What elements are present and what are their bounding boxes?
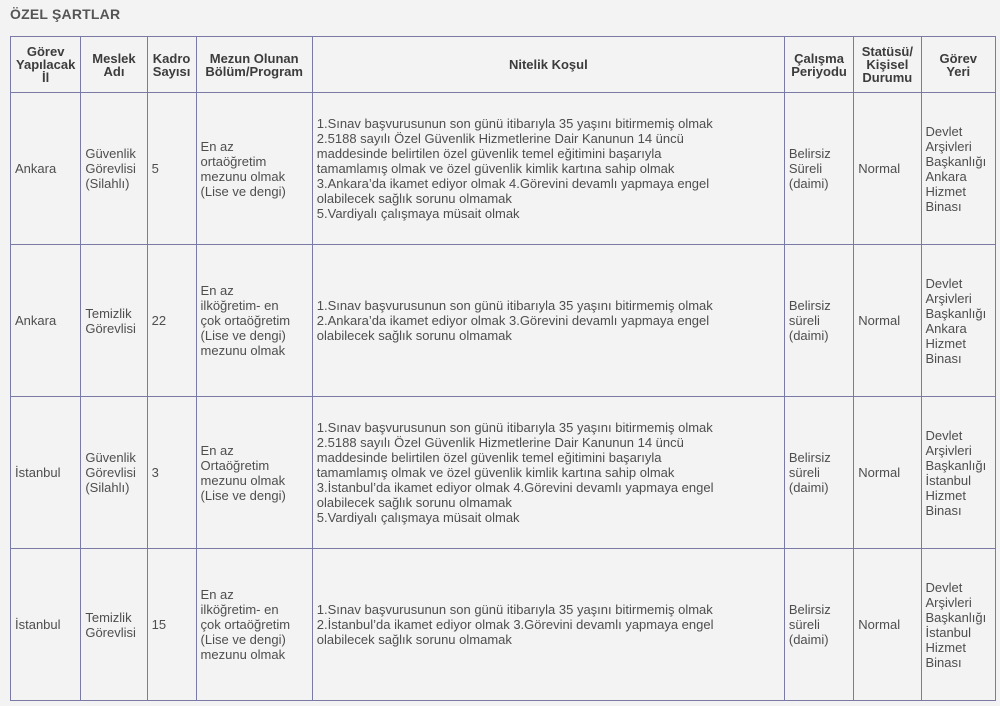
cell-line: Ankara bbox=[925, 168, 967, 184]
table-row bbox=[11, 549, 996, 701]
cell-line: Temizlik bbox=[85, 609, 132, 625]
page-title: ÖZEL ŞARTLAR bbox=[10, 6, 121, 22]
header-location bbox=[921, 37, 996, 93]
cell-line: İstanbul bbox=[925, 624, 972, 640]
cell-status: Normal bbox=[854, 549, 921, 701]
cell-line: Hizmet bbox=[925, 335, 966, 351]
cell-line: 2.5188 sayılı Özel Güvenlik Hizmetlerine Dair Kanunun 14 üncü bbox=[316, 435, 684, 450]
cell-location bbox=[921, 397, 996, 549]
cell-line: Hizmet bbox=[925, 487, 966, 503]
cell-line: süreli bbox=[788, 617, 820, 632]
cell-quota: 15 bbox=[147, 549, 196, 701]
cell-line: ilköğretim- en bbox=[200, 298, 279, 313]
cell-line: mezunu olmak bbox=[200, 168, 286, 184]
cell-line: Ankara bbox=[925, 320, 967, 336]
cell-line: (daimi) bbox=[788, 632, 829, 647]
cell-line: Hizmet bbox=[925, 183, 966, 199]
cell-profession bbox=[81, 549, 147, 701]
cell-line: Görev bbox=[26, 44, 65, 59]
cell-line: Arşivleri bbox=[925, 442, 972, 458]
cell-line: Güvenlik bbox=[85, 450, 136, 465]
cell-line: Periyodu bbox=[791, 63, 847, 79]
header-quota bbox=[147, 37, 196, 93]
cell-education bbox=[196, 549, 312, 701]
cell-period bbox=[784, 245, 853, 397]
header-status bbox=[854, 37, 921, 93]
cell-line: Sayısı bbox=[152, 63, 191, 79]
cell-line: mezunu olmak bbox=[200, 647, 286, 662]
cell-education bbox=[196, 245, 312, 397]
cell-city: Ankara bbox=[11, 93, 81, 245]
header-education bbox=[196, 37, 312, 93]
cell-line: Görevlisi bbox=[85, 465, 136, 480]
cell-line: Görevlisi bbox=[85, 624, 136, 640]
cell-line: Devlet bbox=[925, 275, 963, 291]
cell-line: Hizmet bbox=[925, 639, 966, 655]
cell-line: Belirsiz bbox=[788, 602, 831, 617]
cell-line: Meslek bbox=[92, 50, 136, 66]
cell-location bbox=[921, 245, 996, 397]
cell-line: mezunu olmak bbox=[200, 343, 286, 358]
cell-line: olabilecek sağlık sorunu olmamak bbox=[316, 328, 512, 343]
cell-line: (Lise ve dengi) bbox=[200, 487, 286, 503]
cell-line: olabilecek sağlık sorunu olmamak bbox=[316, 191, 512, 206]
cell-line: Kadro bbox=[152, 50, 191, 66]
cell-line: Başkanlığı bbox=[925, 305, 987, 321]
cell-quota: 5 bbox=[147, 93, 196, 245]
cell-education bbox=[196, 397, 312, 549]
cell-line: Ortaöğretim bbox=[200, 457, 270, 473]
cell-line: süreli bbox=[788, 465, 820, 480]
cell-line: 2.İstanbul’da ikamet ediyor olmak 3.Görevini devamlı yapmaya engel bbox=[316, 617, 714, 632]
cell-line: En az bbox=[200, 442, 234, 458]
cell-line: tamamlamış olmak ve özel güvenlik kimlik kartına sahip olmak bbox=[316, 465, 675, 480]
cell-line: Yapılacak bbox=[16, 57, 76, 72]
cell-line: 1.Sınav başvurusunun son günü itibarıyla 35 yaşını bitirmemiş olmak bbox=[316, 298, 713, 313]
cell-line: Yeri bbox=[946, 63, 971, 79]
cell-line: olabilecek sağlık sorunu olmamak bbox=[316, 632, 512, 647]
cell-line: Çalışma bbox=[794, 50, 844, 66]
cell-line: Arşivleri bbox=[925, 594, 972, 610]
cell-line: 3.Ankara’da ikamet ediyor olmak 4.Görevini devamlı yapmaya engel bbox=[316, 176, 710, 191]
header-period bbox=[784, 37, 853, 93]
cell-line: tamamlamış olmak ve özel güvenlik kimlik kartına sahip olmak bbox=[316, 161, 675, 176]
cell-line: Görevlisi bbox=[85, 161, 136, 176]
cell-line: (daimi) bbox=[788, 328, 829, 343]
cell-line: çok ortaöğretim bbox=[200, 617, 291, 632]
cell-line: Belirsiz bbox=[788, 450, 831, 465]
cell-line: Görevlisi bbox=[85, 320, 136, 336]
cell-quota: 3 bbox=[147, 397, 196, 549]
cell-line: Binası bbox=[925, 654, 962, 670]
cell-line: 1.Sınav başvurusunun son günü itibarıyla 35 yaşını bitirmemiş olmak bbox=[316, 602, 713, 617]
cell-line: Başkanlığı bbox=[925, 153, 987, 169]
cell-requirements bbox=[312, 93, 784, 245]
cell-status: Normal bbox=[854, 93, 921, 245]
cell-line: Görev bbox=[939, 50, 978, 66]
cell-line: süreli bbox=[788, 313, 820, 328]
cell-line: 2.Ankara’da ikamet ediyor olmak 3.Görevini devamlı yapmaya engel bbox=[316, 313, 710, 328]
cell-line: 3.İstanbul’da ikamet ediyor olmak 4.Görevini devamlı yapmaya engel bbox=[316, 480, 714, 495]
cell-line: Devlet bbox=[925, 427, 963, 443]
cell-line: Kişisel bbox=[866, 57, 909, 72]
cell-city: İstanbul bbox=[11, 397, 81, 549]
cell-line: 5.Vardiyalı çalışmaya müsait olmak bbox=[316, 206, 520, 221]
cell-requirements bbox=[312, 549, 784, 701]
cell-line: Binası bbox=[925, 198, 962, 214]
cell-line: maddesinde belirtilen özel güvenlik temel eğitimini başarıyla bbox=[316, 146, 662, 161]
cell-line: 1.Sınav başvurusunun son günü itibarıyla 35 yaşını bitirmemiş olmak bbox=[316, 420, 713, 435]
cell-line: Binası bbox=[925, 502, 962, 518]
table-row bbox=[11, 245, 996, 397]
cell-line: En az bbox=[200, 587, 234, 602]
cell-line: Bölüm/Program bbox=[205, 63, 303, 79]
cell-line: Binası bbox=[925, 350, 962, 366]
cell-line: Mezun Olunan bbox=[209, 50, 299, 66]
cell-profession bbox=[81, 245, 147, 397]
cell-profession bbox=[81, 93, 147, 245]
cell-location bbox=[921, 93, 996, 245]
cell-education bbox=[196, 93, 312, 245]
cell-line: mezunu olmak bbox=[200, 472, 286, 488]
cell-requirements bbox=[312, 245, 784, 397]
cell-line: ortaöğretim bbox=[200, 153, 267, 169]
cell-line: Süreli bbox=[788, 161, 823, 176]
header-row bbox=[11, 37, 996, 93]
cell-line: İl bbox=[42, 70, 50, 85]
cell-line: En az bbox=[200, 283, 234, 298]
cell-line: Güvenlik bbox=[85, 146, 136, 161]
cell-line: Belirsiz bbox=[788, 146, 831, 161]
cell-line: (Lise ve dengi) bbox=[200, 183, 286, 199]
cell-line: Durumu bbox=[862, 70, 913, 85]
special-conditions-table bbox=[10, 36, 996, 701]
cell-line: (Silahlı) bbox=[85, 176, 130, 191]
cell-line: Statüsü/ bbox=[861, 44, 913, 59]
cell-line: Belirsiz bbox=[788, 298, 831, 313]
cell-city: Ankara bbox=[11, 245, 81, 397]
cell-city: İstanbul bbox=[11, 549, 81, 701]
cell-quota: 22 bbox=[147, 245, 196, 397]
cell-requirements bbox=[312, 397, 784, 549]
cell-line: İstanbul bbox=[925, 472, 972, 488]
cell-period bbox=[784, 549, 853, 701]
cell-location bbox=[921, 549, 996, 701]
cell-line: Başkanlığı bbox=[925, 609, 987, 625]
cell-line: 2.5188 sayılı Özel Güvenlik Hizmetlerine Dair Kanunun 14 üncü bbox=[316, 131, 684, 146]
cell-line: 1.Sınav başvurusunun son günü itibarıyla 35 yaşını bitirmemiş olmak bbox=[316, 116, 713, 131]
cell-line: Arşivleri bbox=[925, 290, 972, 306]
table-row bbox=[11, 93, 996, 245]
cell-period bbox=[784, 397, 853, 549]
header-city bbox=[11, 37, 81, 93]
cell-line: olabilecek sağlık sorunu olmamak bbox=[316, 495, 512, 510]
header-profession bbox=[81, 37, 147, 93]
table-row bbox=[11, 397, 996, 549]
cell-status: Normal bbox=[854, 397, 921, 549]
header-requirements bbox=[312, 37, 784, 93]
cell-line: (daimi) bbox=[788, 176, 829, 191]
cell-line: Devlet bbox=[925, 579, 963, 595]
cell-line: En az bbox=[200, 138, 234, 154]
cell-period bbox=[784, 93, 853, 245]
cell-line: (Silahlı) bbox=[85, 480, 130, 495]
cell-line: Başkanlığı bbox=[925, 457, 987, 473]
cell-line: ilköğretim- en bbox=[200, 602, 279, 617]
cell-line: Adı bbox=[103, 63, 125, 79]
cell-line: (Lise ve dengi) bbox=[200, 632, 286, 647]
cell-line: (Lise ve dengi) bbox=[200, 328, 286, 343]
cell-line: (daimi) bbox=[788, 480, 829, 495]
cell-line: Temizlik bbox=[85, 305, 132, 321]
cell-line: Devlet bbox=[925, 123, 963, 139]
cell-line: maddesinde belirtilen özel güvenlik temel eğitimini başarıyla bbox=[316, 450, 662, 465]
cell-line: 5.Vardiyalı çalışmaya müsait olmak bbox=[316, 510, 520, 525]
cell-status: Normal bbox=[854, 245, 921, 397]
cell-line: çok ortaöğretim bbox=[200, 313, 291, 328]
cell-profession bbox=[81, 397, 147, 549]
cell-line: Arşivleri bbox=[925, 138, 972, 154]
cell-line: Nitelik Koşul bbox=[508, 57, 588, 72]
